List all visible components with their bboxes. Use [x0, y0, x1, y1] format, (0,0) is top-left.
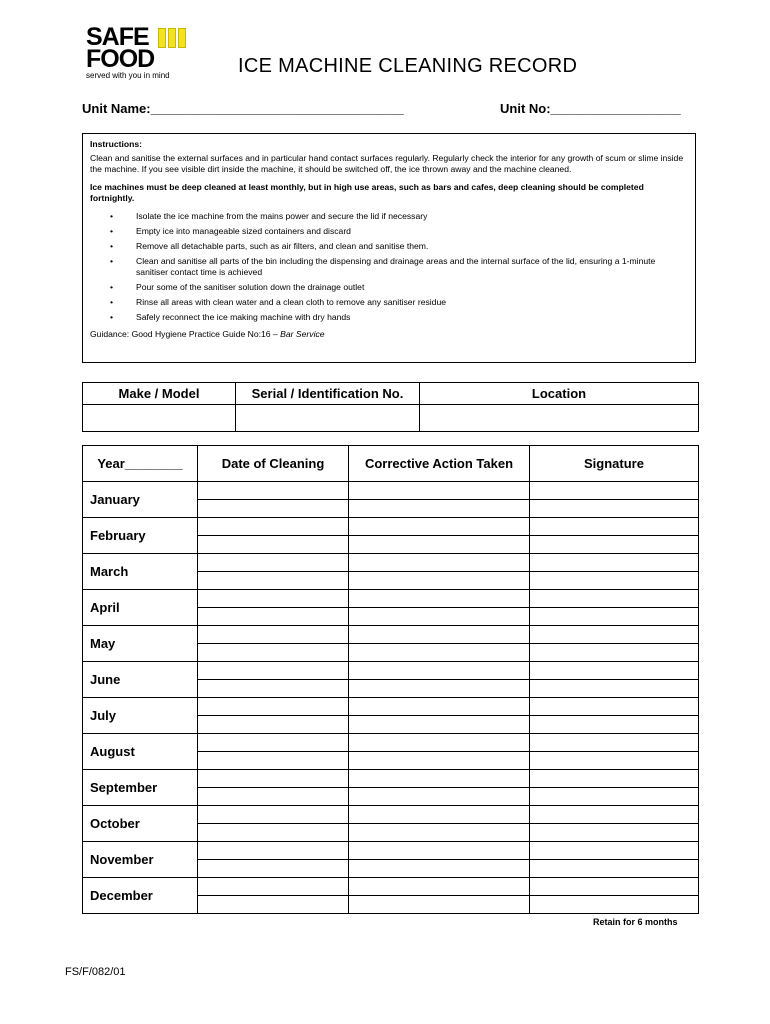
signature-cell[interactable]	[530, 896, 699, 914]
corrective-action-cell[interactable]	[349, 860, 530, 878]
guidance-prefix: Guidance: Good Hygiene Practice Guide No:16 –	[90, 329, 281, 339]
corrective-action-cell[interactable]	[349, 896, 530, 914]
signature-header: Signature	[530, 446, 699, 482]
make-model-cell[interactable]	[83, 405, 236, 432]
month-label: February	[83, 518, 198, 554]
signature-cell[interactable]	[530, 626, 699, 644]
date-cell[interactable]	[198, 680, 349, 698]
corrective-action-cell[interactable]	[349, 752, 530, 770]
logo-line-2: FOOD	[86, 45, 155, 73]
corrective-action-cell[interactable]	[349, 842, 530, 860]
corrective-action-cell[interactable]	[349, 770, 530, 788]
corrective-action-cell[interactable]	[349, 590, 530, 608]
instructions-paragraph: Clean and sanitise the external surfaces and in particular hand contact surfaces regularly. Regularly check the interior for any growth of scum or slime inside the machine. If you see visible dirt inside the machine, it should be switched off, the ice thrown away and the machine cleaned.	[90, 153, 684, 174]
signature-cell[interactable]	[530, 536, 699, 554]
signature-cell[interactable]	[530, 680, 699, 698]
instructions-box	[82, 133, 696, 363]
form-code: FS/F/082/01	[65, 966, 126, 978]
date-cell[interactable]	[198, 554, 349, 572]
step-item: • Pour some of the sanitiser solution down the drainage outlet	[136, 282, 688, 293]
signature-cell[interactable]	[530, 734, 699, 752]
signature-cell[interactable]	[530, 482, 699, 500]
logo-line-1: SAFE	[86, 23, 149, 51]
safefood-logo	[86, 23, 196, 86]
signature-cell[interactable]	[530, 788, 699, 806]
unit-no-field[interactable]: Unit No:__________________	[500, 101, 681, 116]
guidance-title: Bar Service	[280, 329, 325, 339]
date-cell[interactable]	[198, 842, 349, 860]
date-cell[interactable]	[198, 644, 349, 662]
date-cell[interactable]	[198, 770, 349, 788]
corrective-action-header: Corrective Action Taken	[349, 446, 530, 482]
month-row	[83, 626, 699, 644]
date-cell[interactable]	[198, 788, 349, 806]
corrective-action-cell[interactable]	[349, 572, 530, 590]
date-cell[interactable]	[198, 824, 349, 842]
signature-cell[interactable]	[530, 842, 699, 860]
month-label: July	[83, 698, 198, 734]
signature-cell[interactable]	[530, 572, 699, 590]
corrective-action-cell[interactable]	[349, 518, 530, 536]
guidance-text	[90, 329, 688, 340]
corrective-action-cell[interactable]	[349, 482, 530, 500]
unit-name-field[interactable]: Unit Name:___________________________________	[82, 101, 404, 116]
corrective-action-cell[interactable]	[349, 878, 530, 896]
corrective-action-cell[interactable]	[349, 536, 530, 554]
location-cell[interactable]	[420, 405, 699, 432]
corrective-action-cell[interactable]	[349, 626, 530, 644]
month-label: October	[83, 806, 198, 842]
date-header: Date of Cleaning	[198, 446, 349, 482]
signature-cell[interactable]	[530, 716, 699, 734]
step-item: • Rinse all areas with clean water and a clean cloth to remove any sanitiser residue	[136, 297, 688, 308]
month-label: November	[83, 842, 198, 878]
location-header: Location	[420, 383, 699, 405]
step-item: • Remove all detachable parts, such as air filters, and clean and sanitise them.	[136, 241, 688, 252]
year-header: Year________	[83, 446, 198, 482]
month-row	[83, 878, 699, 896]
corrective-action-cell[interactable]	[349, 608, 530, 626]
date-cell[interactable]	[198, 662, 349, 680]
month-label: August	[83, 734, 198, 770]
serial-header: Serial / Identification No.	[236, 383, 420, 405]
date-cell[interactable]	[198, 626, 349, 644]
signature-cell[interactable]	[530, 662, 699, 680]
serial-cell[interactable]	[236, 405, 420, 432]
cleaning-log-table	[82, 445, 699, 914]
signature-cell[interactable]	[530, 752, 699, 770]
signature-cell[interactable]	[530, 878, 699, 896]
step-item: • Safely reconnect the ice making machine with dry hands	[136, 312, 688, 323]
date-cell[interactable]	[198, 896, 349, 914]
month-label: March	[83, 554, 198, 590]
date-cell[interactable]	[198, 590, 349, 608]
step-item: • Empty ice into manageable sized containers and discard	[136, 226, 688, 237]
month-row	[83, 770, 699, 788]
month-label: May	[83, 626, 198, 662]
date-cell[interactable]	[198, 716, 349, 734]
month-row	[83, 590, 699, 608]
corrective-action-cell[interactable]	[349, 698, 530, 716]
month-row	[83, 842, 699, 860]
corrective-action-cell[interactable]	[349, 554, 530, 572]
corrective-action-cell[interactable]	[349, 734, 530, 752]
month-row	[83, 698, 699, 716]
date-cell[interactable]	[198, 860, 349, 878]
month-label: April	[83, 590, 198, 626]
month-row	[83, 554, 699, 572]
instructions-heading: Instructions:	[90, 139, 143, 149]
month-row	[83, 734, 699, 752]
logo-bars-icon	[158, 28, 186, 48]
signature-cell[interactable]	[530, 806, 699, 824]
make-model-header: Make / Model	[83, 383, 236, 405]
month-row	[83, 482, 699, 500]
corrective-action-cell[interactable]	[349, 716, 530, 734]
retain-note: Retain for 6 months	[593, 917, 678, 927]
signature-cell[interactable]	[530, 500, 699, 518]
corrective-action-cell[interactable]	[349, 824, 530, 842]
date-cell[interactable]	[198, 806, 349, 824]
date-cell[interactable]	[198, 572, 349, 590]
corrective-action-cell[interactable]	[349, 644, 530, 662]
signature-cell[interactable]	[530, 554, 699, 572]
date-cell[interactable]	[198, 752, 349, 770]
corrective-action-cell[interactable]	[349, 806, 530, 824]
date-cell[interactable]	[198, 878, 349, 896]
date-cell[interactable]	[198, 608, 349, 626]
corrective-action-cell[interactable]	[349, 500, 530, 518]
signature-cell[interactable]	[530, 860, 699, 878]
signature-cell[interactable]	[530, 824, 699, 842]
corrective-action-cell[interactable]	[349, 788, 530, 806]
date-cell[interactable]	[198, 482, 349, 500]
month-label: June	[83, 662, 198, 698]
signature-cell[interactable]	[530, 590, 699, 608]
make-model-table	[82, 382, 699, 432]
signature-cell[interactable]	[530, 518, 699, 536]
date-cell[interactable]	[198, 536, 349, 554]
date-cell[interactable]	[198, 734, 349, 752]
date-cell[interactable]	[198, 698, 349, 716]
step-item: • Isolate the ice machine from the mains power and secure the lid if necessary	[136, 211, 688, 222]
date-cell[interactable]	[198, 500, 349, 518]
logo-tagline: served with you in mind	[86, 71, 170, 80]
month-label: December	[83, 878, 198, 914]
steps-list	[90, 211, 688, 323]
step-item: • Clean and sanitise all parts of the bin including the dispensing and drainage areas and the internal surface of the lid, ensuring a 1-minute sanitiser contact time is achieved	[136, 256, 688, 278]
month-row	[83, 662, 699, 680]
month-label: January	[83, 482, 198, 518]
month-label: September	[83, 770, 198, 806]
signature-cell[interactable]	[530, 698, 699, 716]
corrective-action-cell[interactable]	[349, 662, 530, 680]
month-row	[83, 518, 699, 536]
deep-clean-note: Ice machines must be deep cleaned at least monthly, but in high use areas, such as bars and cafes, deep cleaning should be completed fortnightly.	[90, 182, 644, 203]
page-title: ICE MACHINE CLEANING RECORD	[238, 55, 578, 77]
corrective-action-cell[interactable]	[349, 680, 530, 698]
signature-cell[interactable]	[530, 644, 699, 662]
signature-cell[interactable]	[530, 770, 699, 788]
month-row	[83, 806, 699, 824]
date-cell[interactable]	[198, 518, 349, 536]
signature-cell[interactable]	[530, 608, 699, 626]
